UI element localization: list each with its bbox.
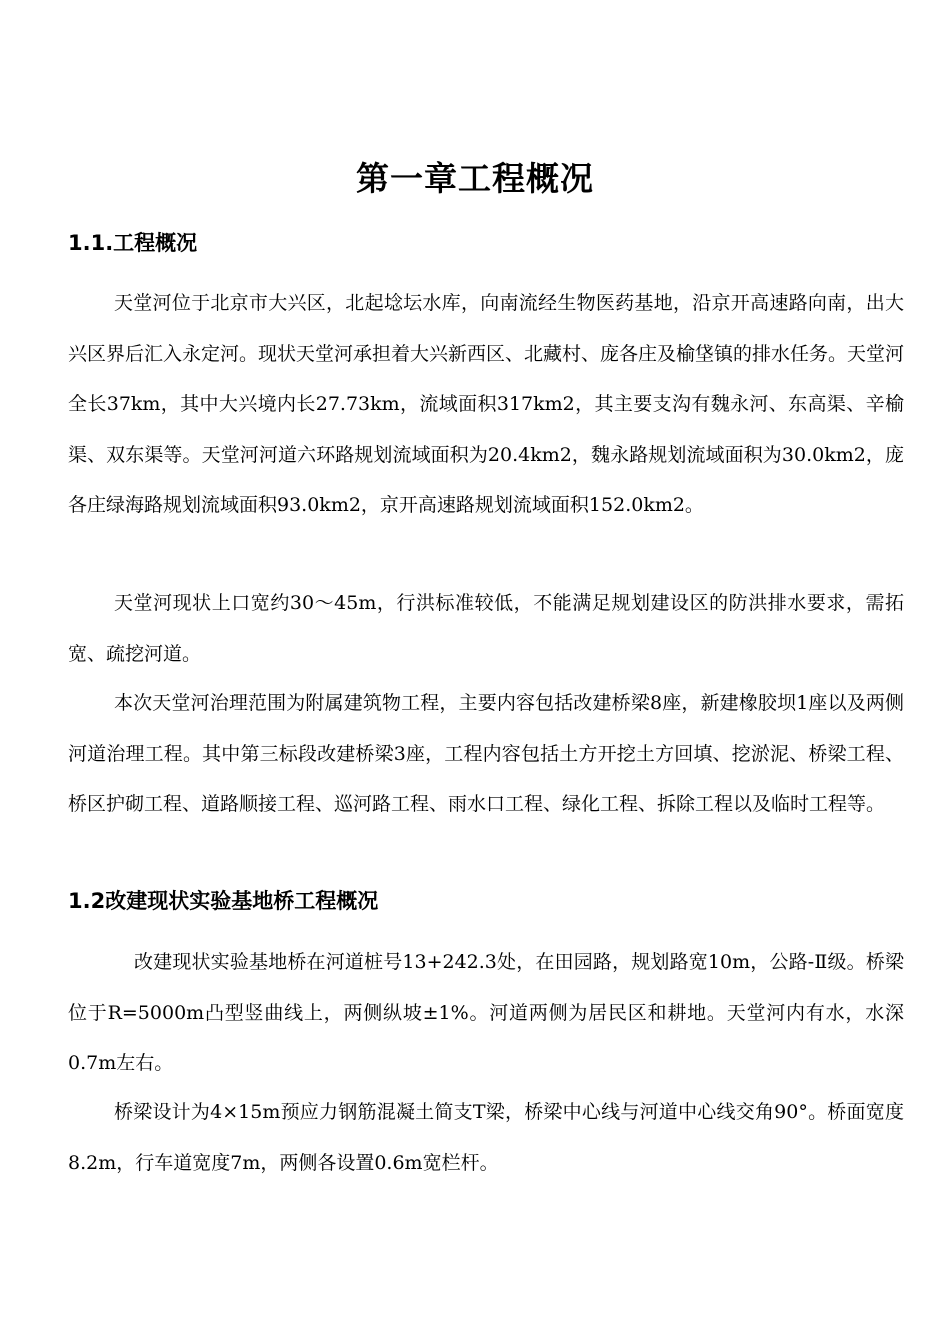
section-heading-1-1: 1.1.工程概况	[68, 231, 198, 255]
section-heading-1-2: 1.2改建现状实验基地桥工程概况	[68, 889, 379, 913]
paragraph-bridge-design: 桥梁设计为4×15m预应力钢筋混凝土简支T梁，桥梁中心线与河道中心线交角90°。桥面宽度8.2m，行车道宽度7m，两侧各设置0.6m宽栏杆。	[68, 1101, 904, 1174]
paragraph-bridge-location: 改建现状实验基地桥在河道桩号13+242.3处，在田园路，规划路宽10m，公路-Ⅱ级。桥梁位于R=5000m凸型竖曲线上，两侧纵坡±1%。河道两侧为居民区和耕地。天堂河内有水，水深0.7m左右。	[68, 951, 904, 1074]
paragraph-river-width: 天堂河现状上口宽约30～45m，行洪标准较低，不能满足规划建设区的防洪排水要求，需拓宽、疏挖河道。	[68, 592, 904, 665]
paragraph-tiantang-river-overview: 天堂河位于北京市大兴区，北起埝坛水库，向南流经生物医药基地，沿京开高速路向南，出大兴区界后汇入永定河。现状天堂河承担着大兴新西区、北藏村、庞各庄及榆垡镇的排水任务。天堂河全长37km，其中大兴境内长27.73km，流域面积317km2，其主要支沟有魏永河、东高渠、辛榆渠、双东渠等。天堂河河道六环路规划流域面积为20.4km2，魏永路规划流域面积为30.0km2，庞各庄绿海路规划流域面积93.0km2，京开高速路规划流域面积152.0km2。	[68, 292, 905, 516]
paragraph-treatment-scope: 本次天堂河治理范围为附属建筑物工程，主要内容包括改建桥梁8座，新建橡胶坝1座以及两侧河道治理工程。其中第三标段改建桥梁3座，工程内容包括土方开挖土方回填、挖淤泥、桥梁工程、桥区护砌工程、道路顺接工程、巡河路工程、雨水口工程、绿化工程、拆除工程以及临时工程等。	[68, 692, 904, 815]
chapter-title: 第一章工程概况	[356, 159, 594, 198]
